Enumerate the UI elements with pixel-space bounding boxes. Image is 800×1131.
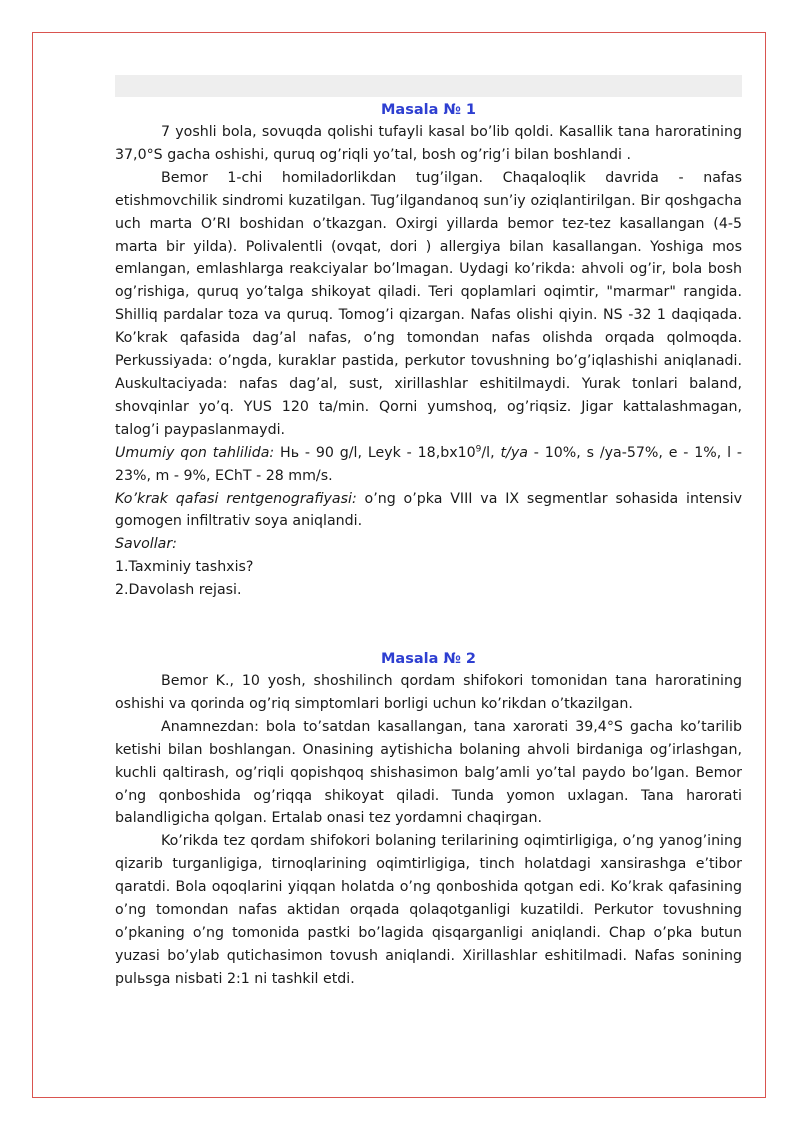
task-2-paragraph-3: Ko’rikda tez qordam shifokori bolaning terilarining oqimtirligiga, o’ng yanog’ining qizarib turganligiga, tirnoqlarining oqimtirligiga, tinch holatdagi xansirashga e’tibor qaratdi. Bola oqoqlarini yiqqan holatda o’ng qonboshida qotgan edi. Ko’krak qafasining o’ng tomondan nafas aktidan orqada qolaqotganligi kuzatildi. Perkutor tovushning o’pkaning o’ng tomonida pastki bo’lagida qisqarganligi aniqlandi. Chap o’pka butun yuzasi bo’ylab qutichasimon tovush aniqlandi. Xirillashlar eshitilmadi. Nafas sonining pulьsga nisbati 2:1 ni tashkil etdi. [115,833,742,987]
section-gap [115,602,742,646]
task-2-title: Masala № 2 [380,651,476,668]
task-1-paragraph-2: Bemor 1-chi homiladorlikdan tug’ilgan. Chaqaloqlik davrida - nafas etishmovchilik sindromi kuzatilgan. Tug’ilgandanoq sun’iy oziqlantirilgan. Bir qoshgacha uch marta O’RI boshidan o’tkazgan. Oxirgi yillarda bemor tez-tez kasallangan (4-5 marta bir yilda). Polivalentli (ovqat, dori ) allergiya bilan kasallangan. Yoshiga mos emlangan, emlashlarga reakciyalar bo’lmagan. Uydagi ko’rikda: ahvoli og’ir, bola bosh og’rishiga, quruq yo’talga shikoyat qiladi. Teri qoplamlari oqimtir, "marmar" rangida. Shilliq pardalar toza va quruq. Tomog’i qizargan. Nafas olishi qiyin. NS -32 1 daqiqada. Ko’krak qafasida dag’al nafas, o’ng tomondan nafas olishda orqada qolmoqda. Perkussiyada: o’ngda, kuraklar pastida, perkutor tovushning bo’g’iqlashishi aniqlanadi. Auskultaciyada: nafas dag’al, sust, xirillashlar eshitilmaydi. Yurak tonlari baland, shovqinlar yo’q. YUS 120 ta/min. Qorni yumshoq, og’riqsiz. Jigar kattalashmagan, talog’i paypaslanmaydi. [115,169,742,438]
blood-test-values-a: Hь - 90 g/l, Leyk - 18,bx10 [274,444,476,461]
xray-text: o’ng o’pka VIII va IX segmentlar sohasida intensiv gomogen infiltrativ soya aniqlandi. [115,490,742,530]
question-2: 2.Davolash rejasi. [115,582,242,599]
task-2-paragraph-1: Bemor K., 10 yosh, shoshilinch qordam shifokori tomonidan tana haroratining oshishi va qorinda og’riq simptomlari borligi uchun ko’rikdan o’tkazilgan. [115,673,742,712]
document-body [115,75,742,991]
xray-line [115,488,742,534]
blood-test-label: Umumiy qon tahlilida: [115,444,275,461]
header-band [115,75,742,97]
blood-test-values-b: /l, [481,444,501,461]
blood-test-line [115,442,742,488]
task-2-paragraph-2: Anamnezdan: bola to’satdan kasallangan, tana xarorati 39,4°S gacha ko’tarilib ketishi bilan boshlangan. Onasining aytishicha bolaning ahvoli birdaniga og’irlashgan, kuchli qaltirash, og’riqli qopishqoq shishasimon balg’amli yo’tal paydo bo’lgan. Bemor o’ng qonboshida og’riqqa shikoyat qiladi. Tunda yomon uxlagan. Tana harorati balandligicha qolgan. Ertalab onasi tez yordamni chaqirgan. [115,718,742,827]
task-1-paragraph-1: 7 yoshli bola, sovuqda qolishi tufayli kasal bo’lib qoldi. Kasallik tana haroratining 37,0°S gacha oshishi, quruq og’riqli yo’tal, bosh og’rig’i bilan boshlandi . [115,124,742,163]
task-1-title: Masala № 1 [380,102,476,118]
blood-test-exponent: 9 [475,443,482,454]
questions-label: Savollar: [115,536,177,553]
blood-test-values-c: - 10%, s /ya-57%, e - 1%, l - 23%, m - 9%, EChT - 28 mm/s. [115,444,742,484]
question-1: 1.Taxminiy tashxis? [115,559,254,576]
xray-label: Ko’krak qafasi rentgenografiyasi: [115,490,357,507]
blood-test-ty: t/ya [500,444,528,461]
